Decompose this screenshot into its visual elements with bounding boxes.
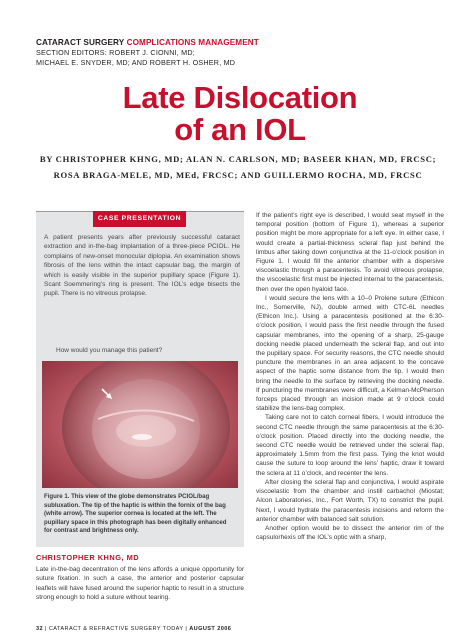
publication-name: CATARACT & REFRACTIVE SURGERY TODAY bbox=[48, 626, 184, 632]
left-column-body: Late in-the-bag decentration of the lens affords a unique opportunity for suture fixation. In such a case, the anterior and posterior capsular leaflets will have fused around the superior haptic to result in a structure strong enough to hold a suture without tearing. bbox=[36, 566, 244, 601]
iol-optic-highlight bbox=[116, 415, 176, 447]
right-paragraph-1: If the patient’s right eye is described, I would seat myself in the temporal position (bottom of Figure 1), whereas a superior position might be more appropriate for a left eye. In either case, I would create a partial-thickness scleral flap just behind the limbus after taking down conjunctiva at the 11-o’clock position in Figure 1. I would fill the anterior chamber with a dispersive viscoelastic through a paracentesis. To avoid vitreous prolapse, the viscoelastic first must be injected internal to the paracentesis, then over the open hyaloid face. bbox=[256, 212, 444, 293]
right-paragraph-4: After closing the scleral flap and conjunctiva, I would aspirate viscoelastic from the chamber and instill carbachol (Miostat; Alcon Laboratories, Inc., Fort Worth, TX) to constrict the pupil. Next, I would hydrate the paracentesis incisions and reform the anterior chamber with balanced salt solution. bbox=[256, 478, 444, 523]
byline-line2: ROSA BRAGA-MELE, MD, MEd, FRCSC; AND GUILLERMO ROCHA, MD, FRCSC bbox=[53, 170, 423, 180]
section-editors-line2: MICHAEL E. SNYDER, MD; AND ROBERT H. OSHER, MD bbox=[36, 58, 236, 67]
figure-1-caption: Figure 1. This view of the globe demonstrates PCIOL/bag subluxation. The tip of the haptic is within the fornix of the bag (white arrow). The superior cornea is located at the left. The pupillary space in this photograph has been digitally enhanced for contrast and brightness only. bbox=[44, 493, 227, 535]
page-footer bbox=[36, 626, 231, 632]
article-title bbox=[120, 82, 360, 146]
footer-separator-2: | bbox=[185, 626, 188, 632]
section-editors-line1: SECTION EDITORS: ROBERT J. CIONNI, MD; bbox=[36, 48, 195, 57]
article-title-line1: Late Dislocation bbox=[122, 80, 358, 115]
author-heading: CHRISTOPHER KHNG, MD bbox=[36, 553, 140, 562]
byline-line1: BY CHRISTOPHER KHNG, MD; ALAN N. CARLSON, MD; BASEER KHAN, MD, FRCSC; bbox=[39, 154, 437, 164]
article-byline bbox=[30, 151, 446, 183]
left-column bbox=[36, 553, 244, 602]
right-paragraph-5: Another option would be to dissect the anterior rim of the capsulorhexis off the IOL’s optic with a sharp, bbox=[256, 524, 444, 542]
case-presentation-tab: CASE PRESENTATION bbox=[93, 211, 186, 227]
case-presentation-sidebar bbox=[36, 211, 244, 547]
section-label: CATARACT SURGERY bbox=[36, 38, 125, 47]
eye-photo-illustration bbox=[42, 361, 238, 488]
right-column bbox=[256, 211, 444, 542]
case-question: How would you manage this patient? bbox=[56, 347, 163, 354]
page-number: 32 bbox=[36, 626, 44, 632]
issue-date: AUGUST 2006 bbox=[189, 626, 232, 632]
article-title-line2: of an IOL bbox=[174, 112, 306, 147]
section-sublabel: COMPLICATIONS MANAGEMENT bbox=[126, 38, 259, 47]
section-kicker bbox=[36, 38, 436, 48]
footer-separator: | bbox=[45, 626, 47, 632]
section-header bbox=[36, 38, 436, 68]
figure-1-photo bbox=[42, 361, 238, 488]
case-presentation-text: A patient presents years after previously successful cataract extraction and in-the-bag implantation of a three-piece PCIOL. He complains of new-onset monocular diplopia. An examination shows fibrosis of the lens within the intact capsular bag, the margin of which is easily visible in the superior pupillary space (Figure 1). Scant Soemmering’s ring is present. The IOL’s edge bisects the pupil. There is no vitreous prolapse. bbox=[44, 234, 240, 298]
right-paragraph-2: I would secure the lens with a 10–0 Prolene suture (Ethicon Inc., Somerville, NJ), double armed with CTC-6L needles (Ethicon Inc.). Using a paracentesis positioned at the 6:30-o’clock position, I would pass the first needle through the fused capsular membranes, into the opening of a sharp, 25-gauge docking needle placed underneath the scleral flap, and out into the pupillary space. For security reasons, the CTC needle should puncture the membranes in an area adjacent to the concave aspect of the haptic some distance from the tip. I would then bring the needle to the surface by retrieving the docking needle. If puncturing the membranes were difficult, a Kelman-McPherson forceps placed through an incision made at 9 o’clock could stabilize the lens-bag complex. bbox=[256, 294, 444, 413]
right-paragraph-3: Taking care not to catch corneal fibers, I would introduce the second CTC needle through the same paracentesis at the 6:30-o’clock position. Placed directly into the docking needle, the second CTC needle would be retrieved under the scleral flap, approximately 1.5mm from the first pass. Tying the knot would cause the suture to loop around the lens’ haptic, draw it toward the sclera at 11 o’clock, and recenter the lens. bbox=[256, 414, 444, 477]
light-reflex bbox=[132, 434, 152, 440]
